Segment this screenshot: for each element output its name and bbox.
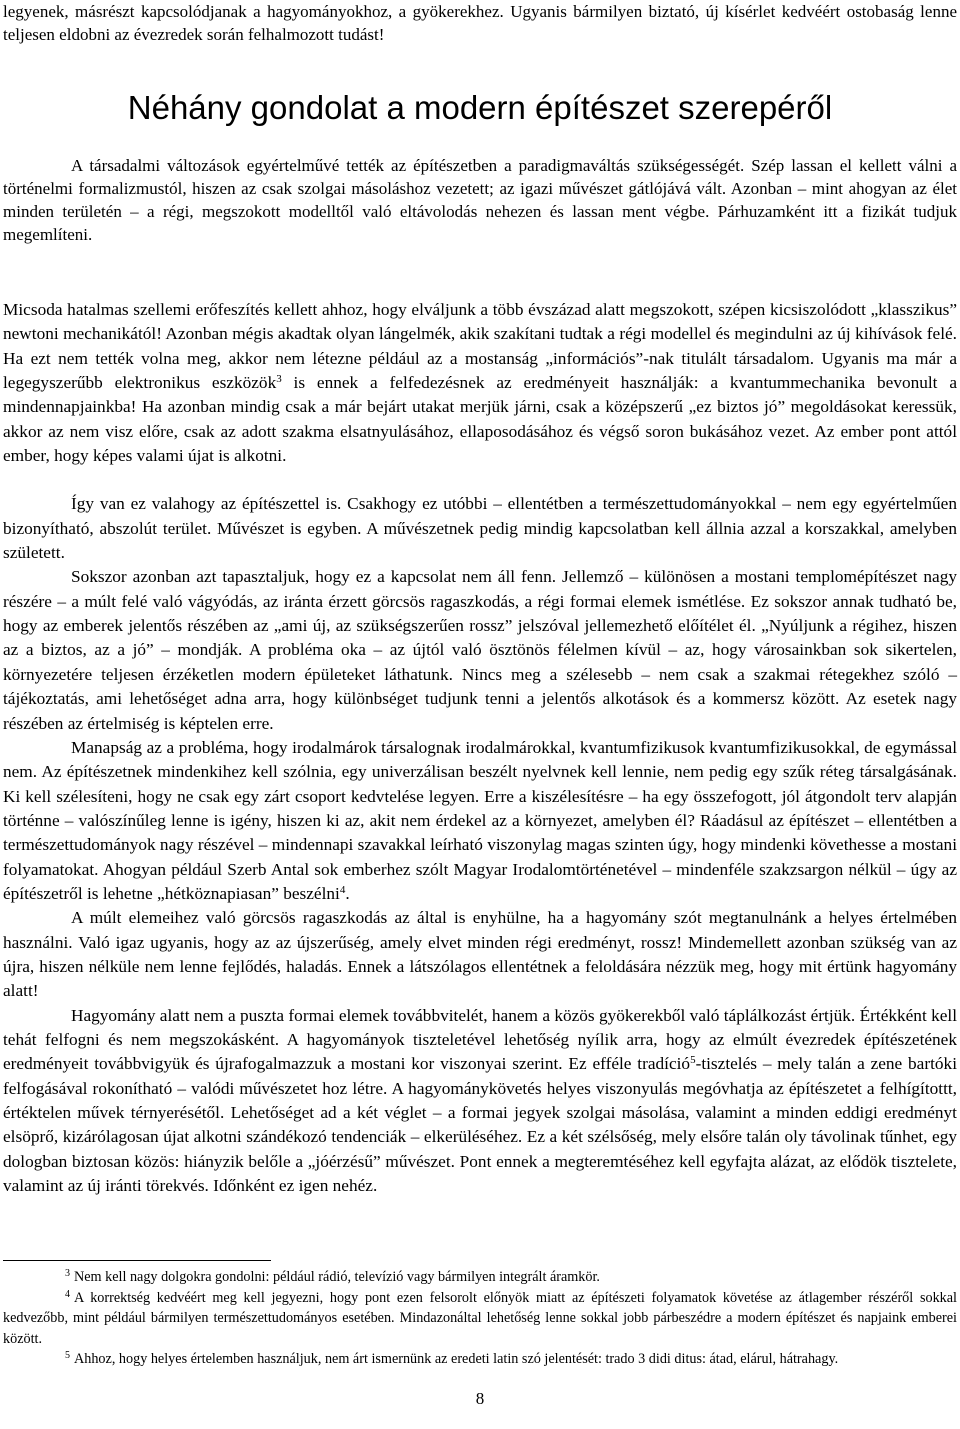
footnote-text: A korrektség kedvéért meg kell jegyezni, hogy pont ezen felsorolt előnyök miatt az építészeti folyamatok követése az átlagember részéről sokkal kedvezőbb, mint például bármilyen természettudományos esetében. Mindazonáltal lehetőség lenne sokkal jobb párbeszédre a modern építészet és napjaink emberei között. (3, 1289, 957, 1347)
body-section (3, 298, 957, 1198)
footnote-4 (3, 1288, 957, 1350)
footnote-ref-3[interactable]: 3 (276, 373, 282, 386)
footnote-ref-5[interactable]: 5 (690, 1054, 696, 1067)
page-number: 8 (475, 1389, 485, 1408)
footnotes (3, 1267, 957, 1370)
footnote-mark: 5 (65, 1350, 70, 1361)
footnote-5 (3, 1349, 957, 1370)
paragraph-communication (3, 736, 957, 906)
footnote-3 (3, 1267, 957, 1288)
paragraph-old-and-new: A múlt elemeihez való görcsös ragaszkodás az által is enyhülne, ha a hagyomány szót megtanulnánk a helyes értelmében használni. Való igaz ugyanis, hogy az az újszerűség, amely elvet minden régi eredményt, rossz! Mindemellett azonban szükség van az újra, hiszen nélküle nem lenne fejlődés, haladás. Ennek a látszólagos ellentétnek a feloldására nézzük meg, hogy mit értünk hagyomány alatt! (3, 908, 957, 1001)
paragraph-architecture: Így van ez valahogy az építészettel is. Csakhogy ez utóbbi – ellentétben a természettudományokkal – nem egy egyértelműen bizonyítható, abszolút terület. Művészet is egyben. A művészetnek pedig mindig kapcsolatban kell állnia azzal a korszakkal, amelyben született. (3, 494, 957, 563)
section-title: Néhány gondolat a modern építészet szerepéről (127, 89, 833, 126)
footnote-text: Ahhoz, hogy helyes értelemben használjuk, nem árt ismernünk az eredeti latin szó jelentését: trado 3 didi ditus: átad, elárul, hátrahagy. (74, 1351, 839, 1367)
footnote-ref-4[interactable]: 4 (339, 883, 346, 896)
footnote-mark: 3 (65, 1268, 70, 1279)
footnote-mark: 4 (65, 1288, 70, 1300)
paragraph-physics (3, 298, 957, 468)
paragraph-text: . (345, 883, 350, 903)
intro-paragraph: A társadalmi változások egyértelművé tették az építészetben a paradigmaváltás szükségességét. Szép lassan el kellett válni a történelmi formalizmustól, hiszen az csak szolgai másoláshoz vezetett; az igazi művészet gátlójává vált. Azonban – mint ahogyan az élet minden területén – a régi, megszokott modelltől való eltávolodás nehezen és lassan ment végbe. Párhuzamként itt a fizikát tudjuk megemlíteni. (3, 156, 957, 244)
paragraph-text: Manapság az a probléma, hogy irodalmárok társalognak irodalmárokkal, kvantumfizikusok kvantumfizikusokkal, de egymással nem. Az építészetnek mindenkihez kell szólnia, egy univerzálisan beszélt nyelvnek kell lennie, nem pedig egy szűk réteg társalgásának. Ki kell szélesíteni, hogy ne csak egy zárt csoport kedvtelése legyen. Erre a kiszélesítésre – ha egy összefogott, jól átgondolt terv alapján történne – valószínűleg lenne is igény, hiszen ki az, akit nem érdekel az a környezet, amelyben él? Ráadásul az építészet – ellentétben a természettudományok nagy részével – mindennapi szavakkal leírható viszonylag magas szinten úgy, hogy mindenki követhesse a mostani folyamatokat. Ahogyan például Szerb Antal sok emberhez szólt Magyar Irodalomtörténetével – mindenféle szakzsargon nélkül – úgy az építészetről is lehetne „hétköznapiasan” beszélni (3, 737, 957, 903)
paragraph-text: -tisztelés – mely talán a zene bartóki felfogásával rokonítható – valódi művészetet hoz létre. A hagyománykövetés helyes viszonyulás megóvhatja az építészetet a felhígítottt, értéktelen művek térnyerésétől. Lehetőséget ad a két véglet – a formai jegyek szolgai másolása, valamint a minden eddigi eredményt elsöprő, kizárólagosan újat alkotni szándékozó tendenciák – elkerüléséhez. Ez a két szélsőség, mely elsőre talán oly távolinak tűnhet, egy dologban biztosan közös: hiányzik belőle a „jóérzésű” művészet. Pont ennek a megteremtéséhez kell egyfajta alázat, az elődök tisztelete, valamint az új iránti törekvés. Időnként ez igen nehéz. (3, 1054, 957, 1196)
continued-paragraph: legyenek, másrészt kapcsolódjanak a hagyományokhoz, a gyökerekhez. Ugyanis bármilyen biztató, új kísérlet kedvéért ostobaság lenne teljesen eldobni az évezredek során felhalmozott tudást! (3, 2, 957, 44)
footnote-separator (3, 1260, 271, 1261)
paragraph-text: Hagyomány alatt nem a puszta formai elemek továbbvitelét, hanem a közös gyökerekből való táplálkozást értjük. Értékként kell tehát felfogni és nem megszokásként. A hagyományok tiszteletével lehetőség nyílik arra, hogy az elmúlt évezredek építészetének eredményeit továbbvigyük és újrafogalmazzuk a mostani kor viszonyai szerint. Ez efféle tradíció (3, 1005, 957, 1074)
footnote-text: Nem kell nagy dolgokra gondolni: például rádió, televízió vagy bármilyen integrált áramkör. (74, 1269, 600, 1285)
intro-section (3, 154, 957, 246)
paragraph-tradition-problem: Sokszor azonban azt tapasztaljuk, hogy ez a kapcsolat nem áll fenn. Jellemző – különösen a mostani templomépítészet nagy részére – a múlt felé való vágyódás, az iránta érzett görcsös ragaszkodás, a régi formai elemek ismétlése. Ez sokszor annak tudható be, hogy az emberek jelentős részében az „ami új, az szükségszerűen rossz” jelszóval jellemezhető előítélet él. „Nyúljunk a régihez, hiszen az a biztos, az a jó” – mondják. A probléma oka – az újtól való ösztönös félelmen kívül – az, hogy városainkban sok sikertelen, környezetére teljesen érzéketlen modern épületeket láthatunk. Nincs meg a szélesebb – nem csak a szakmai rétegekhez szóló – tájékoztatás, ami lehetőséget adna arra, hogy különbséget tudjunk tenni a jelentős alkotások és a kommersz között. Az esetek nagy részében az értelmiség is képtelen erre. (3, 567, 957, 733)
paragraph-tradition-definition (3, 1004, 957, 1199)
paragraph-text: is ennek a felfedezésnek az eredményeit használják: a kvantummechanika bevonult a mindennapjainkba! Ha azonban mindig csak a már bejárt utakat merjük járni, csak a középszerű „ez biztos jó” megoldásokat keressük, akkor az nem visz előre, csak az adott szakma elsatnyulásához, ellaposodásához és végső soron bukásához vezet. Az ember pont attól ember, hogy képes valami újat is alkotni. (3, 373, 957, 466)
paragraph-text: Micsoda hatalmas szellemi erőfeszítés kellett ahhoz, hogy elváljunk a több évszázad alatt megszokott, szépen kicsiszolódott „klasszikus” newtoni mechanikától! Azonban mégis akadtak olyan lángelmék, akik szakítani tudtak a régi modellel és megindulni az új kihívások felé. Ha ezt nem tették volna meg, akkor nem létezne például az a mostanság „információs”-nak titulált társadalom. Ugyanis ma már a legegyszerűbb elektronikus eszközök (3, 300, 957, 393)
